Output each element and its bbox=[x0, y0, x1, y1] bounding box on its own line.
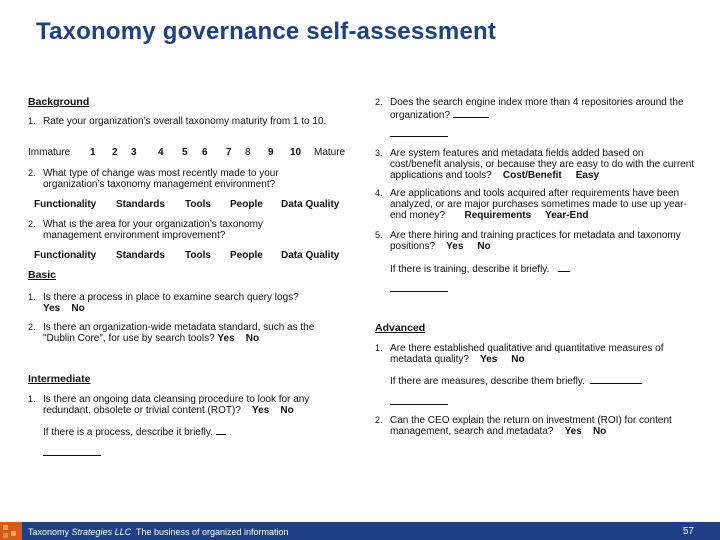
option-people[interactable]: People bbox=[230, 250, 263, 261]
answer-line[interactable] bbox=[390, 404, 448, 405]
followup-text: If there are measures, describe them briefly. bbox=[390, 376, 585, 387]
scale-option[interactable]: 6 bbox=[202, 147, 208, 158]
scale-low-label: Immature bbox=[28, 147, 71, 158]
question-text: Rate your organization’s overall taxonomy maturity from 1 to 10. bbox=[43, 116, 327, 127]
yes-option[interactable]: Yes bbox=[564, 426, 582, 437]
question-number: 1. bbox=[28, 394, 36, 404]
footer-text bbox=[28, 527, 289, 537]
scale-option[interactable]: 7 bbox=[226, 147, 232, 158]
scale-option[interactable]: 9 bbox=[268, 147, 274, 158]
question-number: 1. bbox=[28, 116, 36, 126]
question-text: Are system features and metadata fields added based on cost/benefit analysis, or because they are easy to do with the current applications and tools? bbox=[390, 148, 695, 181]
maturity-scale bbox=[28, 147, 358, 161]
scale-option[interactable]: 2 bbox=[112, 147, 118, 158]
no-option[interactable]: No bbox=[592, 426, 607, 437]
question-number: 2. bbox=[375, 97, 383, 107]
question-maturity bbox=[28, 116, 348, 127]
question-text: Is there a process in place to examine search query logs? bbox=[43, 292, 299, 303]
question-number: 3. bbox=[375, 148, 383, 158]
improvement-options bbox=[34, 250, 354, 263]
question-number: 5. bbox=[375, 230, 383, 240]
question-number: 2. bbox=[28, 322, 36, 332]
question-text: Are there hiring and training practices for metadata and taxonomy positions? bbox=[390, 230, 681, 252]
yes-option[interactable]: Yes bbox=[43, 303, 61, 314]
question-change-type bbox=[28, 168, 348, 190]
scale-option[interactable]: 10 bbox=[290, 147, 302, 158]
no-option[interactable]: No bbox=[71, 303, 85, 314]
question-ceo-roi bbox=[375, 415, 705, 437]
yes-option[interactable]: Yes bbox=[446, 241, 464, 252]
footer-company: Taxonomy bbox=[28, 527, 70, 537]
question-cost-benefit bbox=[375, 148, 705, 181]
option-standards[interactable]: Standards bbox=[116, 250, 165, 261]
question-text: Does the search engine index more than 4 repositories around the organization? bbox=[390, 97, 684, 121]
option-cost-benefit[interactable]: Cost/Benefit bbox=[502, 170, 562, 181]
question-text: What is the area for your organization’s taxonomy management environment improvement? bbox=[43, 219, 263, 241]
option-data-quality[interactable]: Data Quality bbox=[281, 250, 340, 261]
answer-line[interactable] bbox=[390, 291, 448, 292]
option-requirements[interactable]: Requirements bbox=[464, 210, 532, 221]
option-functionality[interactable]: Functionality bbox=[34, 199, 97, 210]
scale-option[interactable]: 3 bbox=[131, 147, 137, 158]
yes-option[interactable]: Yes bbox=[480, 354, 498, 365]
question-text: What type of change was most recently made to your organization’s taxonomy management environment? bbox=[43, 168, 279, 190]
answer-line[interactable] bbox=[390, 136, 448, 137]
option-year-end[interactable]: Year-End bbox=[545, 210, 589, 221]
question-hiring-training bbox=[375, 230, 705, 252]
answer-blank[interactable] bbox=[590, 374, 642, 384]
company-logo bbox=[0, 522, 22, 540]
scale-option[interactable]: 1 bbox=[90, 147, 96, 158]
basic-header: Basic bbox=[28, 269, 57, 281]
followup-describe-process bbox=[43, 425, 226, 438]
yes-option[interactable]: Yes bbox=[217, 333, 235, 344]
yes-option[interactable]: Yes bbox=[252, 405, 270, 416]
answer-blank[interactable] bbox=[558, 262, 570, 272]
question-metadata-standard bbox=[28, 322, 358, 344]
no-option[interactable]: No bbox=[245, 333, 260, 344]
followup-text: If there is a process, describe it briefly. bbox=[43, 427, 213, 438]
scale-option[interactable]: 5 bbox=[182, 147, 188, 158]
question-number: 2. bbox=[28, 168, 36, 178]
option-standards[interactable]: Standards bbox=[116, 199, 165, 210]
followup-describe-measures bbox=[390, 374, 642, 387]
background-header: Background bbox=[28, 96, 90, 108]
question-query-logs bbox=[28, 292, 358, 314]
scale-option[interactable]: 8 bbox=[245, 147, 251, 158]
question-number: 2. bbox=[375, 415, 383, 425]
change-options bbox=[34, 199, 354, 212]
scale-high-label: Mature bbox=[314, 147, 346, 158]
footer-company-italic: Strategies LLC bbox=[71, 527, 132, 537]
page-number: 57 bbox=[682, 526, 694, 537]
question-text: Are there established qualitative and quantitative measures of metadata quality? bbox=[390, 343, 664, 365]
question-number: 4. bbox=[375, 188, 383, 198]
question-search-index bbox=[375, 97, 705, 121]
scale-option[interactable]: 4 bbox=[158, 147, 164, 158]
answer-blank[interactable] bbox=[453, 108, 489, 118]
page-title: Taxonomy governance self-assessment bbox=[36, 18, 497, 45]
no-option[interactable]: No bbox=[511, 354, 525, 365]
answer-blank[interactable] bbox=[216, 425, 226, 435]
option-tools[interactable]: Tools bbox=[185, 199, 211, 210]
followup-describe-training bbox=[390, 262, 570, 275]
advanced-header: Advanced bbox=[375, 322, 426, 334]
question-number: 1. bbox=[28, 292, 36, 302]
question-number: 1. bbox=[375, 343, 383, 353]
intermediate-header: Intermediate bbox=[28, 373, 91, 385]
footer-tagline: The business of organized information bbox=[135, 527, 289, 537]
option-easy[interactable]: Easy bbox=[575, 170, 600, 181]
question-data-cleansing bbox=[28, 394, 358, 416]
question-text: Is there an ongoing data cleansing procedure to look for any redundant, obsolete or trivial content (ROT)? bbox=[43, 394, 310, 416]
option-data-quality[interactable]: Data Quality bbox=[281, 199, 340, 210]
question-text: Is there an organization-wide metadata standard, such as the "Dublin Core", for use by search tools? bbox=[43, 322, 315, 344]
no-option[interactable]: No bbox=[280, 405, 294, 416]
followup-text: If there is training, describe it briefly. bbox=[390, 264, 550, 275]
footer-bar bbox=[0, 522, 720, 540]
question-text: Are applications and tools acquired after requirements have been analyzed, or are major purchases sometimes made to use up year-end money? bbox=[390, 188, 687, 221]
answer-line[interactable] bbox=[43, 455, 101, 456]
question-text: Can the CEO explain the return on investment (ROI) for content management, search and metadata? bbox=[390, 415, 672, 437]
no-option[interactable]: No bbox=[477, 241, 491, 252]
question-number: 2. bbox=[28, 219, 36, 229]
option-tools[interactable]: Tools bbox=[185, 250, 211, 261]
question-improvement-area bbox=[28, 219, 348, 241]
option-people[interactable]: People bbox=[230, 199, 263, 210]
question-requirements bbox=[375, 188, 705, 221]
question-quality-measures bbox=[375, 343, 705, 365]
option-functionality[interactable]: Functionality bbox=[34, 250, 97, 261]
